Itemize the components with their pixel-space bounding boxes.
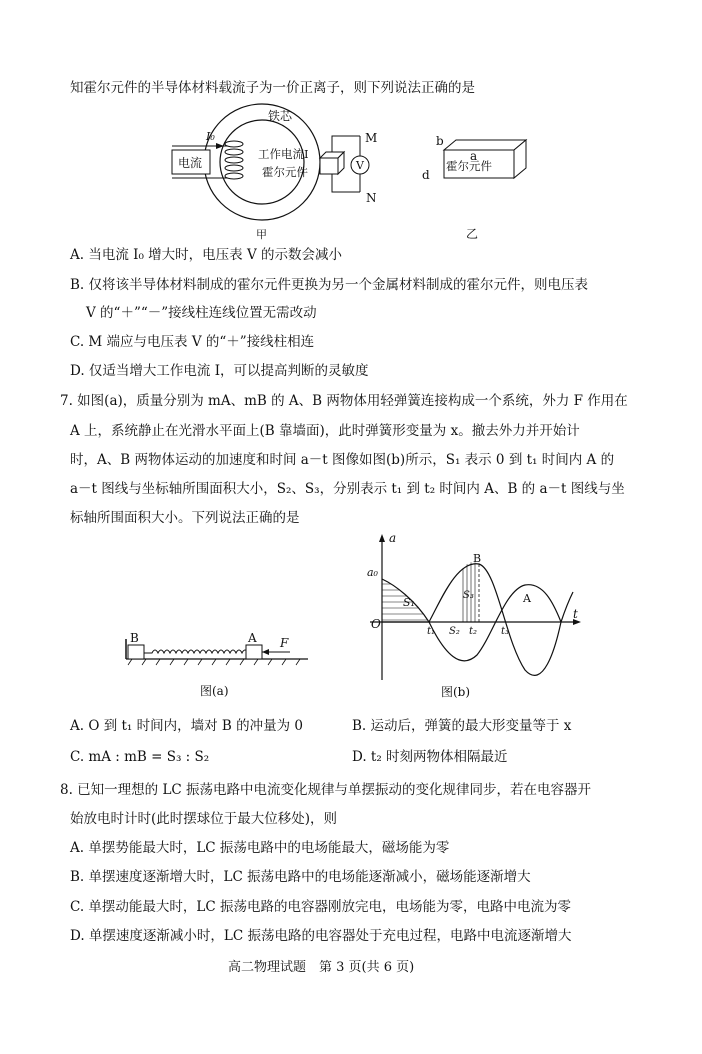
q6-option-b-2: V 的“＋”“－”接线柱连线位置无需改动	[86, 305, 317, 321]
coil	[225, 141, 243, 179]
t-axis-label: t	[573, 607, 578, 621]
origin-label: O	[371, 617, 381, 631]
s3-label: S₃	[463, 590, 474, 601]
figure-a	[122, 625, 312, 705]
q7-line-5: 标轴所围面积大小。下列说法正确的是	[70, 510, 300, 526]
curve-b	[382, 564, 573, 676]
figure-b	[365, 530, 590, 705]
working-current-label: 工作电流I	[258, 147, 309, 161]
q7-line-2: A 上，系统静止在光滑水平面上(B 靠墙面)，此时弹簧形变量为 x。撤去外力并开始计	[70, 423, 580, 439]
force-arrow-head	[262, 649, 269, 655]
caption-b: 图(b)	[441, 685, 471, 699]
caption-yi: 乙	[466, 227, 479, 241]
q7-line-4: a－t 图线与坐标轴所围面积大小，S₂、S₃，分别表示 t₁ 到 t₂ 时间内 A、B 的 a－t 图线与坐	[70, 481, 625, 497]
q8-line-2: 始放电时计时(此时摆球位于最大位移处)，则	[70, 811, 338, 827]
block-a	[246, 645, 262, 659]
q7-line-3: 时，A、B 两物体运动的加速度和时间 a－t 图像如图(b)所示，S₁ 表示 0 到 t₁ 时间内 A 的	[70, 452, 615, 468]
iron-core-label: 铁芯	[268, 109, 293, 123]
q7-option-b: B. 运动后，弹簧的最大形变量等于 x	[352, 718, 572, 734]
voltmeter-label: V	[356, 159, 364, 172]
current-label: 电流	[178, 156, 203, 170]
page-footer: 高二物理试题 第 3 页(共 6 页)	[228, 960, 415, 975]
a-axis-label: a	[389, 531, 397, 545]
q8-option-a: A. 单摆势能最大时，LC 振荡电路中的电场能最大，磁场能为零	[70, 840, 450, 856]
spring	[144, 650, 248, 653]
yi-hall-label: 霍尔元件	[446, 159, 492, 173]
iron-core-inner	[220, 120, 304, 204]
q7-option-c: C. mA : mB = S₃ : S₂	[70, 749, 210, 765]
wire-n	[332, 174, 360, 192]
label-a: A	[248, 631, 257, 645]
block-b	[128, 645, 144, 659]
terminal-n: N	[366, 191, 377, 205]
q6-intro: 知霍尔元件的半导体材料载流子为一价正离子，则下列说法正确的是	[70, 80, 475, 96]
q8-option-d: D. 单摆速度逐渐减小时，LC 振荡电路的电容器处于充电过程，电路中电流逐渐增大	[70, 928, 572, 944]
label-a: a	[470, 149, 478, 163]
s1-label: S₁	[403, 596, 415, 609]
q6-option-d: D. 仅适当增大工作电流 I，可以提高判断的灵敏度	[70, 363, 369, 379]
q7-option-d: D. t₂ 时刻两物体相隔最近	[352, 749, 508, 765]
curve-b-label: B	[473, 552, 482, 565]
q6-option-a: A. 当电流 I₀ 增大时，电压表 V 的示数会减小	[70, 247, 342, 263]
block-top	[444, 140, 526, 150]
i0-label: I₀	[206, 130, 215, 143]
hall-block-front	[320, 158, 338, 174]
a0-label: a₀	[367, 566, 378, 579]
label-d: d	[422, 168, 430, 182]
q8-line-1: 8. 已知一理想的 LC 振荡电路中电流变化规律与单摆振动的变化规律同步，若在电容器开	[60, 782, 592, 798]
iron-core-outer	[204, 104, 320, 220]
hall-element-label: 霍尔元件	[262, 165, 308, 179]
ground-hatch	[128, 659, 300, 665]
s2-label: S₂	[449, 626, 460, 637]
a-axis-arrow	[379, 534, 385, 542]
q7-option-a: A. O 到 t₁ 时间内，墙对 B 的冲量为 0	[70, 718, 303, 734]
t3-label: t₃	[501, 626, 510, 637]
caption-jia: 甲	[256, 228, 267, 241]
wire-m	[332, 136, 360, 152]
q6-option-b-1: B. 仅将该半导体材料制成的霍尔元件更换为另一个金属材料制成的霍尔元件，则电压表	[70, 277, 589, 293]
t2-label: t₂	[469, 626, 478, 637]
figure-jia	[170, 100, 390, 245]
label-b: B	[130, 631, 139, 645]
q7-line-1: 7. 如图(a)，质量分别为 mA、mB 的 A、B 两物体用轻弹簧连接构成一个系统，外力 F 作用在	[60, 393, 628, 409]
curve-a-label: A	[523, 592, 531, 605]
q8-option-b: B. 单摆速度逐渐增大时，LC 振荡电路中的电场能逐渐减小，磁场能逐渐增大	[70, 869, 531, 885]
label-b: b	[436, 135, 444, 148]
q6-option-c: C. M 端应与电压表 V 的“＋”接线柱相连	[70, 334, 315, 350]
terminal-m: M	[365, 131, 378, 145]
caption-a: 图(a)	[200, 684, 229, 698]
label-f: F	[280, 636, 289, 650]
q8-option-c: C. 单摆动能最大时，LC 振荡电路的电容器刚放完电，电场能为零，电路中电流为零	[70, 899, 572, 915]
figure-yi	[418, 135, 528, 245]
t1-label: t₁	[427, 626, 436, 637]
